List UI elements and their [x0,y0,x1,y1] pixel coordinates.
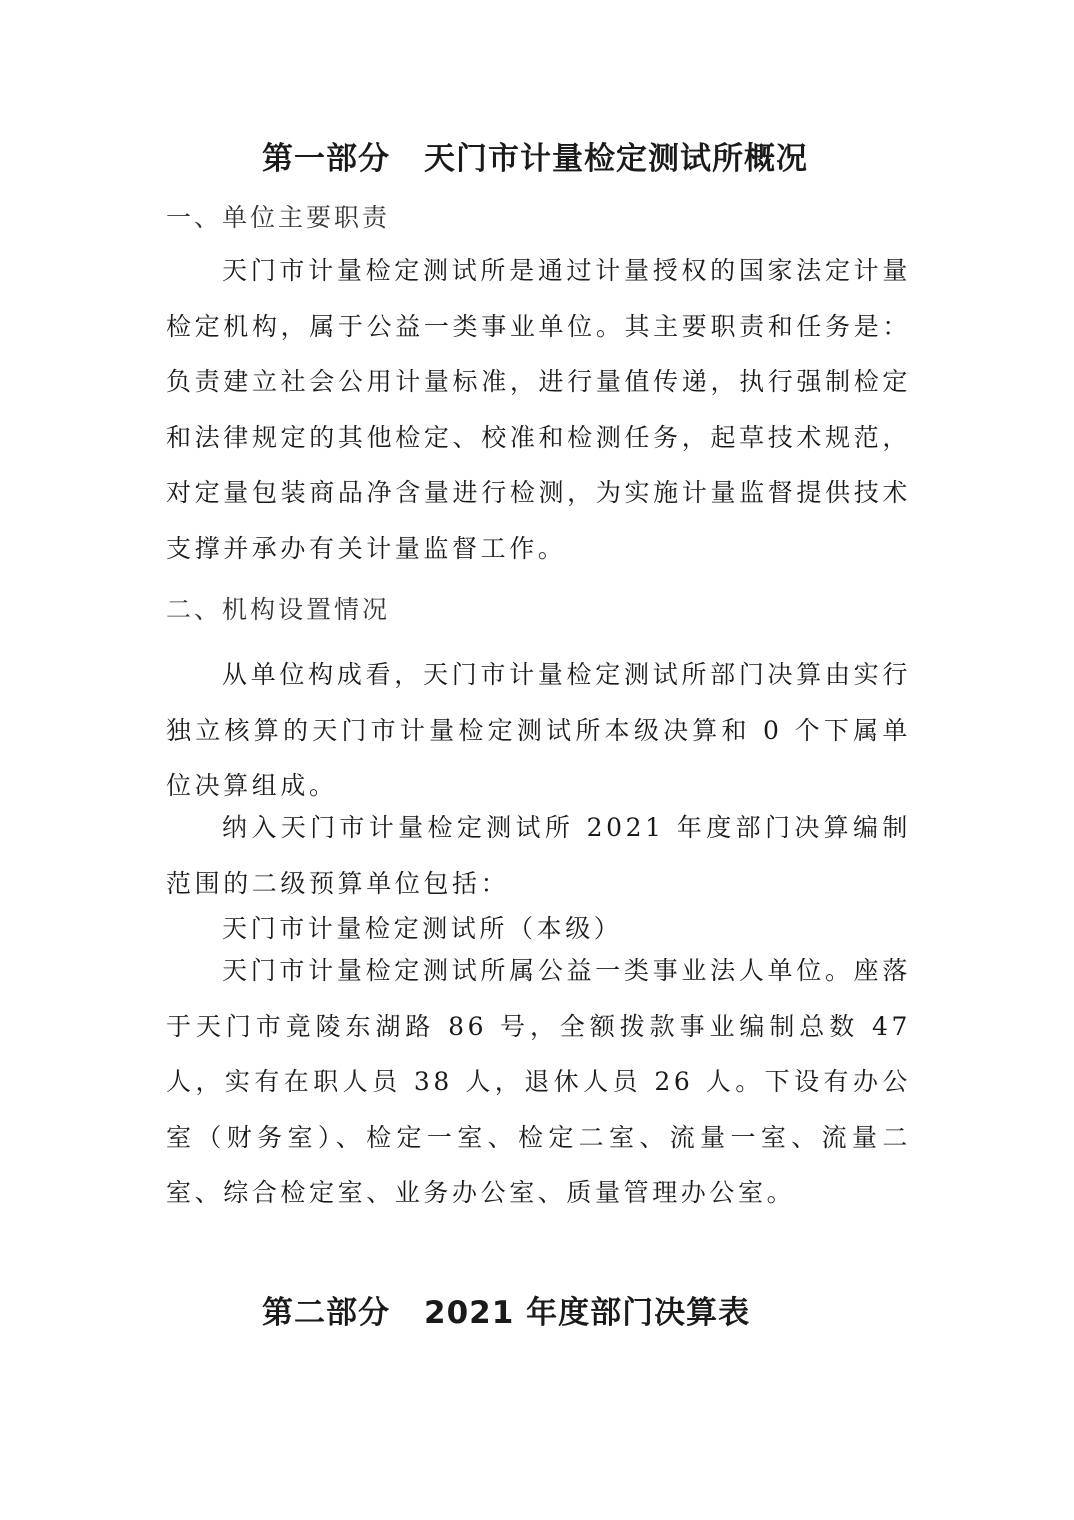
part1-label: 第一部分 [262,141,390,177]
unit-line: 天门市计量检定测试所（本级） [222,914,623,943]
part2-title [262,1287,750,1332]
section2-paragraph-1: 从单位构成看，天门市计量检定测试所部门决算由实行独立核算的天门市计量检定测试所本级决算和 0 个下属单位决算组成。 [166,660,911,800]
section2-paragraph-3: 天门市计量检定测试所属公益一类事业法人单位。座落于天门市竟陵东湖路 86 号，全额拨款事业编制总数 47 人，实有在职人员 38 人，退休人员 26 人。下设有办公室（财务室）、检定一室、检定二室、流量一室、流量二室、综合检定室、业务办公室、质量管理办公室。 [166,956,911,1207]
section2-paragraph-2: 纳入天门市计量检定测试所 2021 年度部门决算编制范围的二级预算单位包括： [166,813,911,898]
part1-title [262,133,808,178]
section2-heading: 二、机构设置情况 [166,595,391,624]
part2-label: 第二部分 [262,1295,390,1331]
part1-title-text: 天门市计量检定测试所概况 [424,141,808,177]
part2-title-text: 2021 年度部门决算表 [424,1295,751,1331]
section1-paragraph: 天门市计量检定测试所是通过计量授权的国家法定计量检定机构，属于公益一类事业单位。其主要职责和任务是：负责建立社会公用计量标准，进行量值传递，执行强制检定和法律规定的其他检定、校准和检测任务，起草技术规范，对定量包装商品净含量进行检测，为实施计量监督提供技术支撑并承办有关计量监督工作。 [166,256,911,563]
section1-heading: 一、单位主要职责 [166,203,391,232]
